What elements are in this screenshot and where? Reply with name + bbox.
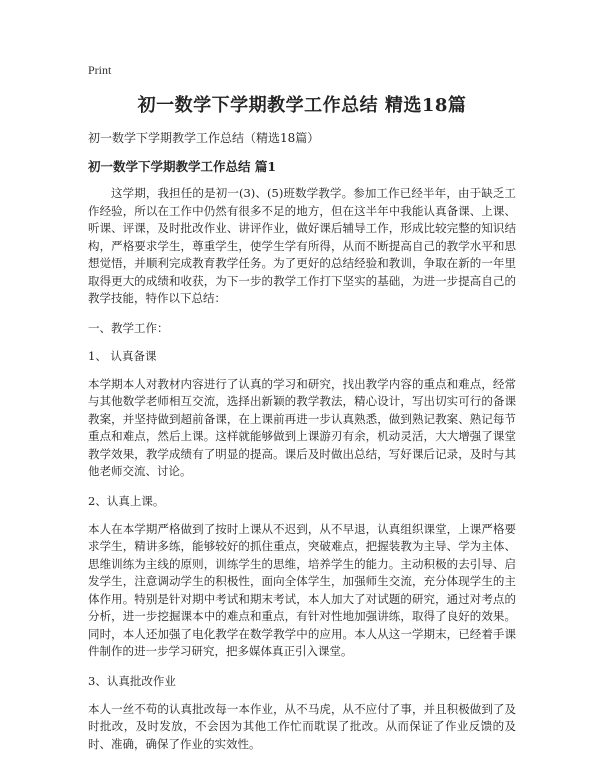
section-heading: 初一数学下学期教学工作总结 篇1 <box>88 159 277 174</box>
page-title: 初一数学下学期教学工作总结 精选18篇 <box>137 95 467 116</box>
item-heading-teaching: 2、认真上课。 <box>88 493 165 508</box>
intro-paragraph: 这学期，我担任的是初一(3)、(5)班数学教学。参加工作已经半年，由于缺乏工作经验，所以在工作中仍然有很多不足的地方，但在这半年中我能认真备课、上课、听课、评课，及时批改作业、讲评作业，做好课后辅导工作，形成比较完整的知识结构，严格要求学生，尊重学生，使学生学有所得，从而不断提高自己的教学水平和思想觉悟，并顺利完成教育教学任务。为了更好的总结经验和教训，争取在新的一年里取得更大的成绩和收获，为下一步的教学工作打下坚实的基础，为进一步提高自己的教学技能，特作以下总结： <box>88 186 516 305</box>
item-body-homework: 本人一丝不苟的认真批改每一本作业，从不马虎，从不应付了事，并且积极做到了及时批改，及时发放，不会因为其他工作忙而耽误了批改。从而保证了作业反馈的及时、准确，确保了作业的实效性。 <box>88 701 516 751</box>
item-heading-lesson-prep: 1、 认真备课 <box>88 348 157 363</box>
print-link[interactable]: Print <box>88 63 112 77</box>
item-body-lesson-prep: 本学期本人对教材内容进行了认真的学习和研究，找出教学内容的重点和难点，经常与其他数学老师相互交流，选择出新颖的教学教法，精心设计，写出切实可行的备课教案，并坚持做到超前备课，在上课前再进一步认真熟悉，做到熟记教案、熟记每节重点和难点，然后上课。这样就能够做到上课游刃有余，机动灵活，大大增强了课堂教学效果，教学成绩有了明显的提高。课后及时做出总结，写好课后记录，及时与其他老师交流、讨论。 <box>88 376 516 478</box>
document-subtitle: 初一数学下学期教学工作总结（精选18篇） <box>88 131 320 145</box>
item-heading-homework: 3、认真批改作业 <box>88 673 176 688</box>
item-body-teaching: 本人在本学期严格做到了按时上课从不迟到，从不早退，认真组织课堂，上课严格要求学生，精讲多练，能够较好的抓住重点，突破难点，把握装教为主导、学为主体、思维训练为主线的原则，训练学生的思维，培养学生的能力。主动积极的去引导、启发学生，注意调动学生的积极性，面向全体学生，加强师生交流，充分体现学生的主体作用。特别是针对期中考试和期末考试，本人加大了对试题的研究，通过对考点的分析，进一步挖掘课本中的难点和重点，有针对性地加强讲练，取得了良好的效果。同时，本人还加强了电化教学在数学教学中的应用。本人从这一学期末，已经着手课件制作的进一步学习研究，把多媒体真正引入课堂。 <box>88 521 516 658</box>
document-page <box>88 62 516 765</box>
part-heading: 一、教学工作： <box>88 320 169 335</box>
